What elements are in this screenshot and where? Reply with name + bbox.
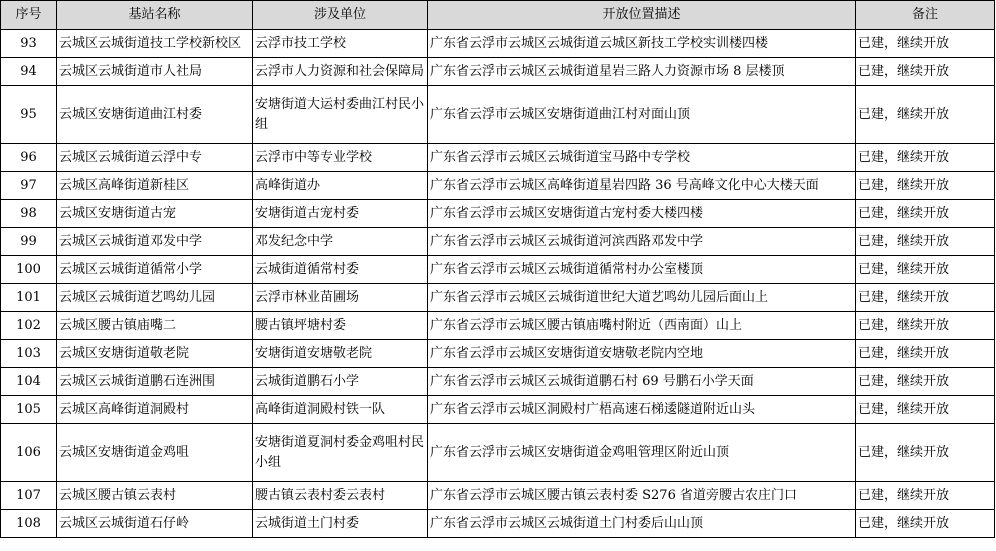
- cell-involved-unit: 云浮市林业苗圃场: [253, 284, 428, 312]
- cell-involved-unit: 云城街道循常村委: [253, 256, 428, 284]
- cell-serial-number: 103: [1, 340, 57, 368]
- cell-station-name: 云城区云城街道石仔岭: [57, 510, 253, 538]
- header-location-description: 开放位置描述: [428, 1, 856, 30]
- cell-station-name: 云城区腰古镇云表村: [57, 482, 253, 510]
- cell-serial-number: 102: [1, 312, 57, 340]
- cell-serial-number: 93: [1, 30, 57, 58]
- cell-remarks: 已建，继续开放: [856, 144, 995, 172]
- cell-station-name: 云城区云城街道循常小学: [57, 256, 253, 284]
- cell-serial-number: 96: [1, 144, 57, 172]
- cell-remarks: 已建，继续开放: [856, 172, 995, 200]
- table-row: [1, 172, 995, 200]
- cell-remarks: 已建，继续开放: [856, 30, 995, 58]
- table-row: [1, 396, 995, 424]
- cell-location-description: 广东省云浮市云城区云城街道土门村委后山山顶: [428, 510, 856, 538]
- table-row: [1, 368, 995, 396]
- table-row: [1, 510, 995, 538]
- cell-station-name: 云城区云城街道技工学校新校区: [57, 30, 253, 58]
- table-row: [1, 228, 995, 256]
- table-row: [1, 284, 995, 312]
- cell-serial-number: 98: [1, 200, 57, 228]
- cell-location-description: 广东省云浮市云城区安塘街道古宠村委大楼四楼: [428, 200, 856, 228]
- table-row: [1, 424, 995, 482]
- table-header-row: [1, 1, 995, 30]
- cell-involved-unit: 邓发纪念中学: [253, 228, 428, 256]
- cell-serial-number: 108: [1, 510, 57, 538]
- table-row: [1, 312, 995, 340]
- cell-location-description: 广东省云浮市云城区云城街道星岩三路人力资源市场 8 层楼顶: [428, 58, 856, 86]
- cell-station-name: 云城区安塘街道古宠: [57, 200, 253, 228]
- cell-involved-unit: 安塘街道大运村委曲江村民小组: [253, 86, 428, 144]
- cell-involved-unit: 安塘街道安塘敬老院: [253, 340, 428, 368]
- cell-serial-number: 97: [1, 172, 57, 200]
- cell-serial-number: 107: [1, 482, 57, 510]
- cell-location-description: 广东省云浮市云城区云城街道循常村办公室楼顶: [428, 256, 856, 284]
- cell-station-name: 云城区云城街道市人社局: [57, 58, 253, 86]
- cell-involved-unit: 高峰街道洞殿村铁一队: [253, 396, 428, 424]
- header-involved-unit: 涉及单位: [253, 1, 428, 30]
- cell-location-description: 广东省云浮市云城区云城街道鹏石村 69 号鹏石小学天面: [428, 368, 856, 396]
- cell-location-description: 广东省云浮市云城区洞殿村广梧高速石梯逶隧道附近山头: [428, 396, 856, 424]
- cell-involved-unit: 安塘街道古宠村委: [253, 200, 428, 228]
- cell-location-description: 广东省云浮市云城区云城街道宝马路中专学校: [428, 144, 856, 172]
- cell-remarks: 已建，继续开放: [856, 256, 995, 284]
- cell-serial-number: 94: [1, 58, 57, 86]
- cell-remarks: 已建，继续开放: [856, 228, 995, 256]
- cell-location-description: 广东省云浮市云城区高峰街道星岩四路 36 号高峰文化中心大楼天面: [428, 172, 856, 200]
- cell-station-name: 云城区安塘街道曲江村委: [57, 86, 253, 144]
- cell-location-description: 广东省云浮市云城区安塘街道曲江村对面山顶: [428, 86, 856, 144]
- cell-remarks: 已建，继续开放: [856, 424, 995, 482]
- cell-station-name: 云城区腰古镇庙嘴二: [57, 312, 253, 340]
- header-serial-number: 序号: [1, 1, 57, 30]
- table-row: [1, 58, 995, 86]
- cell-involved-unit: 云浮市中等专业学校: [253, 144, 428, 172]
- header-station-name: 基站名称: [57, 1, 253, 30]
- cell-serial-number: 106: [1, 424, 57, 482]
- cell-involved-unit: 安塘街道夏洞村委金鸡咀村民小组: [253, 424, 428, 482]
- cell-station-name: 云城区高峰街道新桂区: [57, 172, 253, 200]
- cell-location-description: 广东省云浮市云城区云城街道世纪大道艺鸣幼儿园后面山上: [428, 284, 856, 312]
- cell-remarks: 已建，继续开放: [856, 482, 995, 510]
- cell-location-description: 广东省云浮市云城区云城街道河滨西路邓发中学: [428, 228, 856, 256]
- cell-involved-unit: 高峰街道办: [253, 172, 428, 200]
- header-remarks: 备注: [856, 1, 995, 30]
- cell-involved-unit: 云城街道鹏石小学: [253, 368, 428, 396]
- table-row: [1, 30, 995, 58]
- cell-remarks: 已建，继续开放: [856, 340, 995, 368]
- cell-serial-number: 100: [1, 256, 57, 284]
- cell-remarks: 已建，继续开放: [856, 396, 995, 424]
- table-row: [1, 256, 995, 284]
- cell-serial-number: 99: [1, 228, 57, 256]
- cell-remarks: 已建，继续开放: [856, 312, 995, 340]
- table-row: [1, 482, 995, 510]
- cell-serial-number: 105: [1, 396, 57, 424]
- cell-station-name: 云城区云城街道鹏石连洲围: [57, 368, 253, 396]
- cell-location-description: 广东省云浮市云城区安塘街道安塘敬老院内空地: [428, 340, 856, 368]
- cell-remarks: 已建，继续开放: [856, 86, 995, 144]
- cell-serial-number: 95: [1, 86, 57, 144]
- table-row: [1, 340, 995, 368]
- table-row: [1, 200, 995, 228]
- cell-location-description: 广东省云浮市云城区腰古镇云表村委 S276 省道旁腰古农庄门口: [428, 482, 856, 510]
- cell-station-name: 云城区安塘街道敬老院: [57, 340, 253, 368]
- cell-involved-unit: 云浮市技工学校: [253, 30, 428, 58]
- table-row: [1, 144, 995, 172]
- cell-involved-unit: 云浮市人力资源和社会保障局: [253, 58, 428, 86]
- cell-remarks: 已建，继续开放: [856, 200, 995, 228]
- table-body: [1, 30, 995, 538]
- cell-remarks: 已建，继续开放: [856, 510, 995, 538]
- table-row: [1, 86, 995, 144]
- cell-station-name: 云城区安塘街道金鸡咀: [57, 424, 253, 482]
- cell-involved-unit: 云城街道土门村委: [253, 510, 428, 538]
- cell-location-description: 广东省云浮市云城区安塘街道金鸡咀管理区附近山顶: [428, 424, 856, 482]
- cell-remarks: 已建，继续开放: [856, 284, 995, 312]
- cell-involved-unit: 腰古镇坪塘村委: [253, 312, 428, 340]
- cell-involved-unit: 腰古镇云表村委云表村: [253, 482, 428, 510]
- cell-station-name: 云城区云城街道云浮中专: [57, 144, 253, 172]
- cell-serial-number: 104: [1, 368, 57, 396]
- cell-remarks: 已建，继续开放: [856, 368, 995, 396]
- cell-serial-number: 101: [1, 284, 57, 312]
- cell-remarks: 已建，继续开放: [856, 58, 995, 86]
- cell-station-name: 云城区云城街道邓发中学: [57, 228, 253, 256]
- cell-station-name: 云城区云城街道艺鸣幼儿园: [57, 284, 253, 312]
- cell-location-description: 广东省云浮市云城区腰古镇庙嘴村附近（西南面）山上: [428, 312, 856, 340]
- cell-location-description: 广东省云浮市云城区云城街道云城区新技工学校实训楼四楼: [428, 30, 856, 58]
- cell-station-name: 云城区高峰街道洞殿村: [57, 396, 253, 424]
